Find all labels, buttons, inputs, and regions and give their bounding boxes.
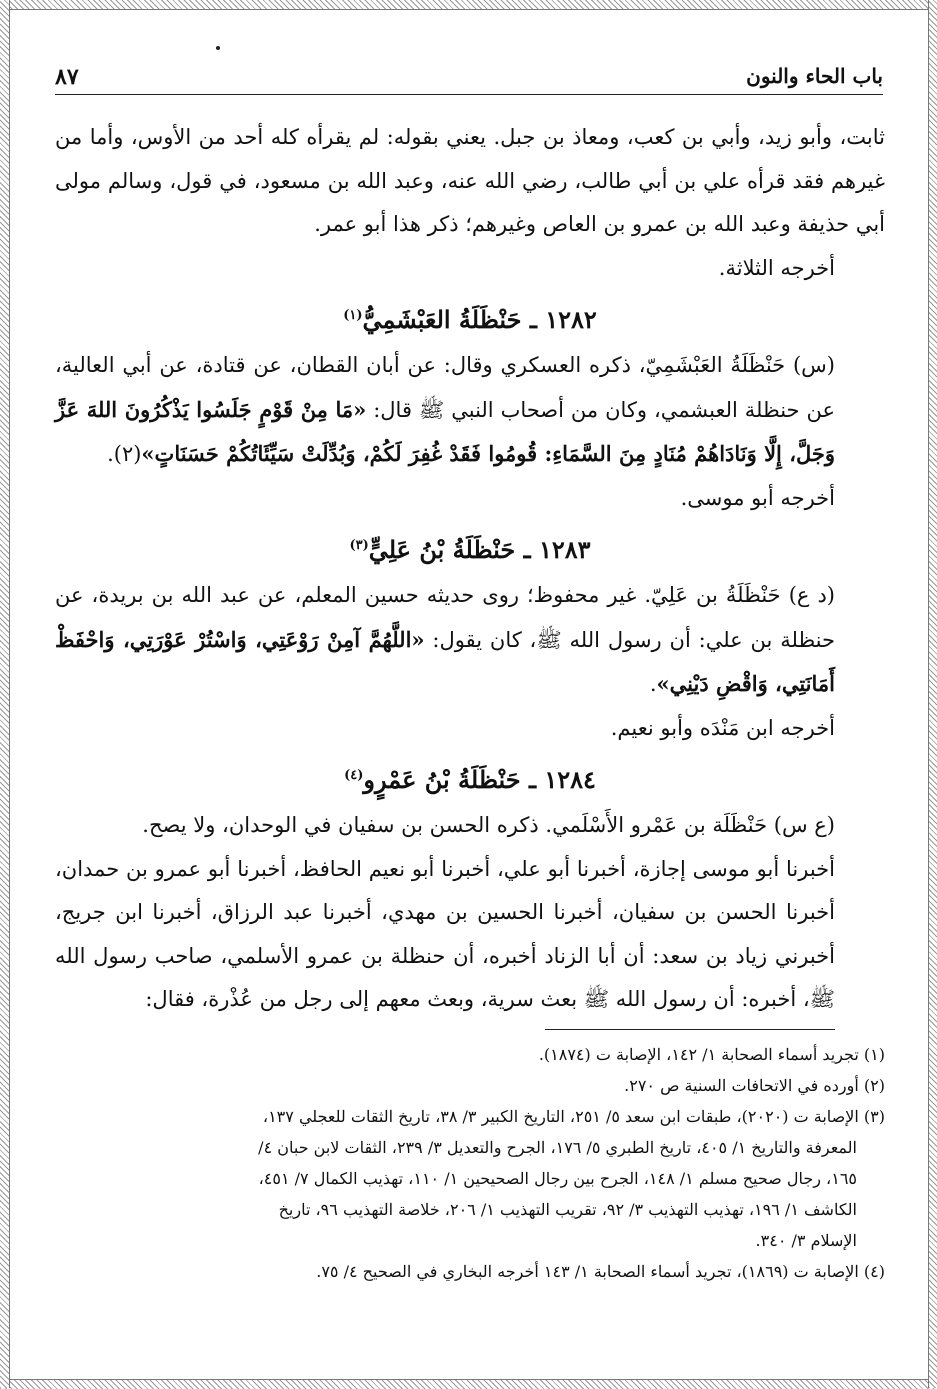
footnote-continuation: الإسلام ٣/ ٣٤٠. — [755, 1231, 857, 1250]
intro-line: وسالم مولى أبي حذيفة وعبد الله بن عمرو بن العاص وغيرهم؛ ذكر هذا أبو عمر. — [55, 168, 885, 236]
entry-heading-1284: ١٢٨٤ ـ حَنْظَلَةُ بْنُ عَمْرٍو$^{(٤)}$ — [344, 765, 596, 794]
footnote: (٢) أورده في الاتحافات السنية ص ٢٧٠. — [624, 1076, 885, 1095]
intro-line: وأما من غيرهم فقد قرأه علي بن أبي طالب، رضي الله عنه، وعبد الله بن مسعود، في قول، — [55, 125, 885, 193]
intro-line: ثابت، وأبو زيد، وأبي بن كعب، ومعاذ بن جبل. يعني بقوله: لم يقرأه كله أحد من الأوس، — [130, 125, 885, 149]
footnote-separator — [545, 1029, 835, 1030]
entry-heading-1282: ١٢٨٢ ـ حَنْظَلَةُ العَبْشَمِيُّ$^{(١)}$ — [343, 305, 597, 334]
footnote-continuation: الكاشف ١/ ١٩٦، تهذيب التهذيب ٣/ ٩٢، تقريب التهذيب ١/ ٢٠٦، خلاصة التهذيب ٩٦، تاريخ — [278, 1200, 857, 1219]
ink-speck — [216, 46, 220, 50]
footnote-continuation: المعرفة والتاريخ ١/ ٤٠٥، تاريخ الطبري ٥/ ١٧٦، الجرح والتعديل ٣/ ٢٣٩، الثقات لابن حبان ٤/ — [258, 1138, 857, 1157]
page-border-left — [0, 0, 10, 1388]
footnote-ref: (٤) — [344, 768, 364, 783]
main-text — [55, 116, 885, 1022]
intro-paragraph — [55, 116, 885, 247]
page-border-right — [928, 0, 937, 1388]
intro-closing: أخرجه الثلاثة. — [718, 255, 835, 280]
entry-body-1283: (د ع) حَنْظَلَةُ بن عَلِيّ. غير محفوظ؛ روى حديثه حسين المعلم، عن عبد الله بن بريدة، عن حنظلة بن علي: أن رسول الله ﷺ، كان يقول: «اللَّهُمَّ آمِنْ رَوْعَتِي، وَاسْتُرْ عَوْرَتِي، وَاحْفَظْ أَمَانَتِي، وَاقْضِ دَيْنِي». — [55, 583, 835, 696]
page-header — [55, 62, 883, 95]
entry-heading-1283: ١٢٨٣ ـ حَنْظَلَةُ بْنُ عَلِيٍّ$^{(٣)}$ — [349, 535, 591, 564]
footnote-ref: (١) — [343, 308, 363, 323]
entry-body-1284: (ع س) حَنْظَلَة بن عَمْرو الأَسْلَمي. ذكره الحسن بن سفيان في الوحدان، ولا يصح. — [142, 813, 835, 837]
footnote: (١) تجريد أسماء الصحابة ١/ ١٤٢، الإصابة ت (١٨٧٤). — [538, 1045, 885, 1064]
chapter-title: باب الحاء والنون — [746, 64, 883, 88]
footnotes — [55, 1039, 885, 1287]
page-border-top — [0, 0, 937, 10]
footnote: (٣) الإصابة ت (٢٠٢٠)، طبقات ابن سعد ٥/ ٢٥١، التاريخ الكبير ٣/ ٣٨، تاريخ الثقات للعجلي ١٣٧، — [262, 1107, 885, 1126]
entry-body-1282: (س) حَنْظَلَةُ العَبْشَمِيّ، ذكره العسكري وقال: عن أبان القطان، عن قتادة، عن أبي العالية، عن حنظلة العبشمي، وكان من أصحاب النبي ﷺ قال: «مَا مِنْ قَوْمٍ جَلَسُوا يَذْكُرُونَ اللهَ عَزَّ وَجَلَّ، إِلَّا وَنَادَاهُمْ مُنَادٍ مِنَ السَّمَاءِ: قُومُوا فَقَدْ غُفِرَ لَكُمْ، وَبُدِّلَتْ سَيِّئَاتُكُمْ حَسَنَاتٍ»(٢). — [55, 353, 835, 466]
entry-closing-1283: أخرجه ابن مَنْدَه وأبو نعيم. — [610, 715, 835, 740]
entry-chain-1284: أخبرنا أبو موسى إجازة، أخبرنا أبو علي، أخبرنا أبو نعيم الحافظ، أخبرنا أبو عمرو بن حمدان، أخبرنا الحسن بن سفيان، أخبرنا الحسين بن مهدي، أخبرنا عبد الرزاق، أخبرنا ابن جريج، أخبرني زياد بن سعد: أن أبا الزناد أخبره، أن حنظلة بن عمرو الأسلمي، صاحب رسول الله ﷺ، أخبره: أن رسول الله ﷺ بعث سرية، وبعث معهم إلى رجل من عُذْرة، فقال: — [55, 856, 835, 1011]
hadith-quote: «مَا مِنْ قَوْمٍ جَلَسُوا يَذْكُرُونَ اللهَ عَزَّ وَجَلَّ، إِلَّا وَنَادَاهُمْ مُنَادٍ مِنَ السَّمَاءِ: قُومُوا فَقَدْ غُفِرَ لَكُمْ، وَبُدِّلَتْ سَيِّئَاتُكُمْ حَسَنَاتٍ» — [55, 396, 835, 466]
footnote-continuation: ١٦٥، رجال صحيح مسلم ١/ ١٤٨، الجرح بين رجال الصحيحين ١/ ١١٠، تهذيب الكمال ٧/ ٤٥١، — [258, 1169, 857, 1188]
footnote: (٤) الإصابة ت (١٨٦٩)، تجريد أسماء الصحابة ١/ ١٤٣ أخرجه البخاري في الصحيح ٤/ ٧٥. — [316, 1262, 885, 1281]
page-number: ٨٧ — [55, 64, 79, 90]
entry-closing-1282: أخرجه أبو موسى. — [680, 485, 835, 510]
footnote-ref: (٣) — [349, 538, 369, 553]
hadith-quote: «اللَّهُمَّ آمِنْ رَوْعَتِي، وَاسْتُرْ عَوْرَتِي، وَاحْفَظْ أَمَانَتِي، وَاقْضِ دَيْنِي» — [55, 626, 835, 696]
